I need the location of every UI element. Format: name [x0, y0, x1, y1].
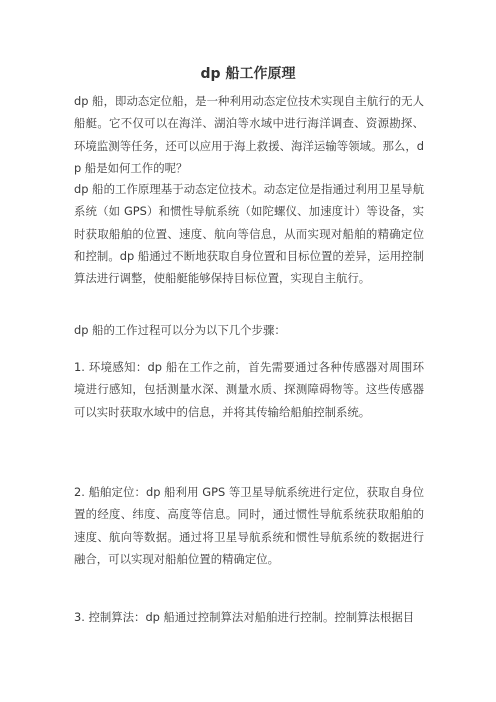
- document-title: dp 船工作原理: [200, 66, 296, 82]
- paragraph-steps-intro: dp 船的工作过程可以分为以下几个步骤：: [74, 323, 286, 337]
- paragraph-step-2: 2. 船舶定位：dp 船利用 GPS 等卫星导航系统进行定位，获取自身位置的经度、纬度、高度等信息。同时，通过惯性导航系统获取船舶的速度、航向等数据。通过将卫星导航系统和惯性导航系统的数据进行融合，可以实现对船舶位置的精确定位。: [74, 485, 424, 566]
- paragraph-principle: dp 船的工作原理基于动态定位技术。动态定位是指通过利用卫星导航系统（如 GPS）和惯性导航系统（如陀螺仪、加速度计）等设备，实时获取船舶的位置、速度、航向等信息，从而实现对船舶的精确定位和控制。dp 船通过不断地获取自身位置和目标位置的差异，运用控制算法进行调整，使船艇能够保持目标位置，实现自主航行。: [74, 182, 424, 286]
- paragraph-step-3: 3. 控制算法：dp 船通过控制算法对船舶进行控制。控制算法根据目: [74, 610, 415, 624]
- paragraph-step-1: 1. 环境感知：dp 船在工作之前，首先需要通过各种传感器对周围环境进行感知，包括测量水深、测量水质、探测障碍物等。这些传感器可以实时获取水域中的信息，并将其传输给船舶控制系统。: [74, 360, 424, 419]
- paragraph-intro: dp 船，即动态定位船，是一种利用动态定位技术实现自主航行的无人船艇。它不仅可以在海洋、湖泊等水域中进行海洋调查、资源勘探、环境监测等任务，还可以应用于海上救援、海洋运输等领域。那么，dp 船是如何工作的呢？: [74, 94, 424, 175]
